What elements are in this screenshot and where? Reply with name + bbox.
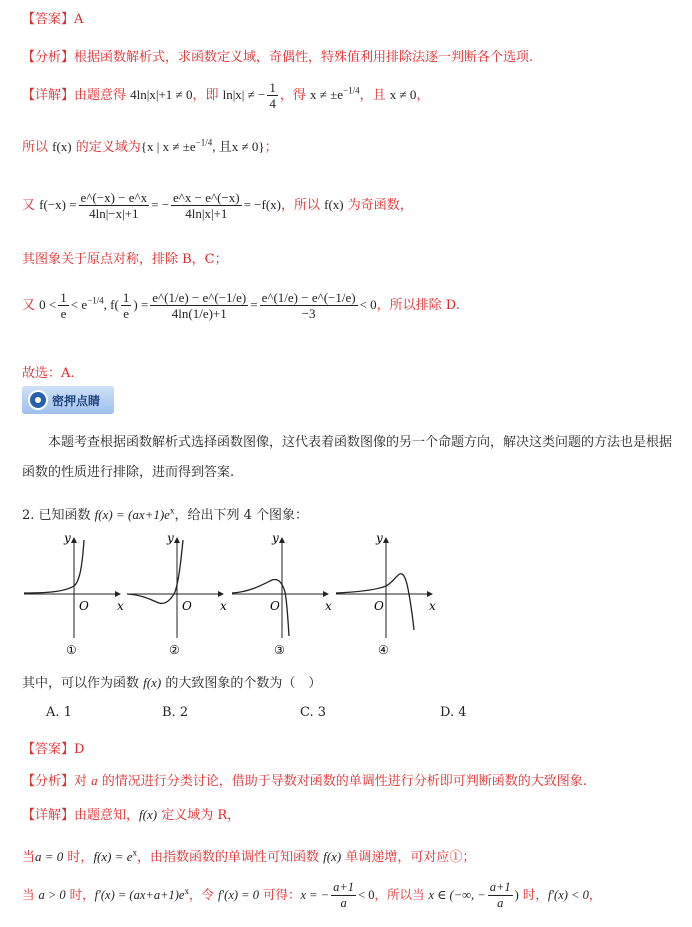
math: = −f(x) bbox=[243, 197, 281, 212]
math: < 0 bbox=[359, 297, 377, 312]
fraction bbox=[121, 290, 132, 321]
text: 2. 已知函数 bbox=[22, 508, 95, 523]
text: ，且 bbox=[359, 88, 390, 103]
analysis-line-1 bbox=[22, 46, 533, 65]
math: x ≠ ±e bbox=[310, 87, 344, 102]
origin-label: O bbox=[182, 599, 192, 613]
graph-number: ④ bbox=[378, 643, 389, 657]
option-c[interactable]: C. 3 bbox=[300, 705, 327, 720]
exponent: x bbox=[169, 505, 175, 516]
analysis-text: 根据函数解析式，求函数定义域，奇偶性，特殊值利用排除法逐一判断各个选项. bbox=[74, 50, 534, 65]
fraction bbox=[267, 80, 278, 111]
domain-line bbox=[22, 136, 278, 155]
text: 由题意得 bbox=[74, 88, 131, 103]
denominator: 4ln|−x|+1 bbox=[89, 206, 139, 221]
detail-line-2 bbox=[22, 804, 240, 823]
exponent: x bbox=[132, 847, 138, 858]
text: 可得： bbox=[258, 887, 301, 902]
math: ) = bbox=[133, 297, 149, 312]
option-b[interactable]: B. 2 bbox=[162, 705, 189, 720]
math: f(x) bbox=[143, 675, 162, 690]
denominator: 4ln(1/e)+1 bbox=[171, 306, 227, 321]
denominator: 4 bbox=[269, 96, 276, 111]
math: ln|x| ≠ − bbox=[222, 87, 266, 102]
math: 0 < bbox=[39, 297, 57, 312]
case-a-positive bbox=[22, 880, 601, 911]
text: 由题意知， bbox=[74, 808, 140, 823]
text: ； bbox=[264, 140, 278, 155]
text: ，即 bbox=[192, 88, 223, 103]
y-axis-label: y bbox=[272, 531, 279, 545]
math: x = − bbox=[300, 888, 330, 902]
answer-tag: 【答案】 bbox=[22, 12, 75, 27]
exponent: −1/4 bbox=[195, 137, 213, 148]
fraction bbox=[79, 190, 150, 221]
fraction bbox=[171, 190, 242, 221]
numerator: e^(1/e) − e^(−1/e) bbox=[152, 290, 247, 305]
detail-line-1 bbox=[22, 80, 429, 111]
text: ，由指数函数的单调性可知函数 bbox=[137, 850, 324, 865]
text: ，给出下列 4 个图象： bbox=[174, 508, 309, 523]
math: < 0 bbox=[358, 888, 375, 902]
choose-line: 故选：A. bbox=[22, 366, 75, 381]
math: < e bbox=[70, 297, 88, 312]
exponent: −1/4 bbox=[343, 85, 360, 96]
denominator: 4ln|x|+1 bbox=[185, 206, 228, 221]
math: f(x) bbox=[323, 849, 342, 864]
math: f(x) = (ax+1)e bbox=[94, 507, 170, 522]
math: a = 0 bbox=[35, 849, 64, 864]
graph-2 bbox=[127, 531, 227, 657]
numerator: e^(−x) − e^x bbox=[80, 190, 148, 205]
y-axis-label: y bbox=[64, 531, 71, 545]
math: a bbox=[91, 773, 98, 788]
target-icon bbox=[28, 390, 48, 410]
math: f(x) bbox=[324, 197, 344, 212]
numerator: e^x − e^(−x) bbox=[173, 190, 240, 205]
text: 时， bbox=[63, 850, 94, 865]
fraction bbox=[260, 290, 358, 321]
graph-number: ① bbox=[66, 643, 77, 657]
math: 4ln|x|+1 ≠ 0 bbox=[130, 87, 193, 102]
text: ， bbox=[416, 88, 430, 103]
fraction bbox=[150, 290, 248, 321]
text: 的情况进行分类讨论，借助于导数对函数的单调性进行分析即可判断函数的大致图象. bbox=[97, 774, 587, 789]
denominator: e bbox=[123, 306, 129, 321]
symmetry-line: 其图象关于原点对称，排除 B，C； bbox=[22, 252, 228, 267]
graph-1 bbox=[24, 531, 124, 657]
text: 定义域为 R， bbox=[157, 808, 241, 823]
numerator: 1 bbox=[269, 80, 276, 95]
math: ) bbox=[514, 888, 519, 902]
text: ，令 bbox=[188, 887, 218, 902]
key-point-badge bbox=[22, 386, 114, 414]
graph-number: ③ bbox=[274, 643, 285, 657]
numerator: a+1 bbox=[489, 880, 511, 894]
math: , 且x ≠ 0} bbox=[212, 139, 265, 154]
detail-tag: 【详解】 bbox=[22, 808, 75, 823]
option-d[interactable]: D. 4 bbox=[440, 705, 467, 720]
detail-tag: 【详解】 bbox=[22, 88, 75, 103]
question-ask bbox=[22, 672, 321, 691]
math: {x | x ≠ ±e bbox=[140, 139, 196, 154]
answer-line-1 bbox=[22, 8, 83, 27]
denominator: a bbox=[497, 896, 504, 910]
origin-label: O bbox=[270, 599, 280, 613]
x-axis-label: x bbox=[325, 599, 332, 613]
answer-tag: 【答案】 bbox=[22, 742, 75, 757]
exponent: −1/4 bbox=[87, 295, 104, 306]
denominator: e bbox=[60, 306, 67, 321]
text: 当 bbox=[22, 850, 36, 865]
graphs-figure bbox=[22, 530, 442, 658]
text: 时， bbox=[518, 887, 548, 902]
origin-label: O bbox=[79, 599, 89, 613]
answer-value: D bbox=[74, 742, 85, 757]
text: 当 bbox=[22, 887, 39, 902]
text: 又 bbox=[22, 198, 40, 213]
numerator: a+1 bbox=[333, 880, 355, 894]
fraction bbox=[488, 880, 513, 911]
badge-label: 密押点睛 bbox=[52, 394, 101, 408]
math: = bbox=[250, 297, 258, 312]
text: 的大致图象的个数为（ ） bbox=[161, 676, 322, 691]
analysis-tag: 【分析】 bbox=[22, 774, 75, 789]
case-a-zero bbox=[22, 846, 475, 865]
text: ， bbox=[588, 887, 602, 902]
math: x ≠ 0 bbox=[389, 87, 417, 102]
exponent: x bbox=[184, 885, 189, 896]
denominator: a bbox=[340, 896, 347, 910]
text: ，得 bbox=[279, 88, 311, 103]
denominator: −3 bbox=[301, 306, 316, 321]
numerator: 1 bbox=[60, 290, 67, 305]
origin-label: O bbox=[374, 599, 384, 613]
text: 时， bbox=[65, 887, 95, 902]
math: f′(x) < 0 bbox=[547, 888, 589, 902]
fraction bbox=[331, 880, 356, 911]
answer-value: A bbox=[74, 12, 84, 27]
math: f(x) = e bbox=[93, 849, 133, 864]
odd-function-line bbox=[22, 190, 413, 221]
numerator: 1 bbox=[122, 290, 130, 305]
graph-4 bbox=[336, 531, 436, 657]
text: 又 bbox=[22, 298, 40, 313]
text: 单调递增，可对应①； bbox=[341, 850, 476, 865]
graph-3 bbox=[232, 531, 332, 657]
x-axis-label: x bbox=[429, 599, 436, 613]
y-axis-label: y bbox=[376, 531, 383, 545]
math: f(−x) = bbox=[39, 197, 77, 212]
numerator: e^(1/e) − e^(−1/e) bbox=[261, 290, 356, 305]
fraction bbox=[58, 290, 69, 321]
math: = − bbox=[151, 197, 170, 212]
math: f′(x) = (ax+a+1)e bbox=[94, 888, 185, 902]
text: 对 bbox=[74, 774, 92, 789]
summary-paragraph: 本题考查根据函数解析式选择函数图像，这代表着函数图像的另一个命题方向，解决这类问题的方法也是根据函数的性质进行排除，进而得到答案. bbox=[22, 435, 673, 480]
analysis-line-2 bbox=[22, 770, 587, 789]
math: a > 0 bbox=[38, 888, 66, 902]
text: ，所以当 bbox=[374, 887, 429, 902]
text: 其中，可以作为函数 bbox=[22, 676, 144, 691]
graph-number: ② bbox=[169, 643, 180, 657]
analysis-tag: 【分析】 bbox=[22, 50, 75, 65]
math: f′(x) = 0 bbox=[217, 888, 259, 902]
exclude-d-line bbox=[22, 290, 460, 321]
x-axis-label: x bbox=[220, 599, 227, 613]
x-axis-label: x bbox=[117, 599, 124, 613]
text: 的定义域为 bbox=[71, 140, 141, 155]
text: ，所以 bbox=[281, 198, 325, 213]
answer-line-2 bbox=[22, 738, 84, 757]
math: , f( bbox=[103, 297, 119, 312]
y-axis-label: y bbox=[167, 531, 174, 545]
text: ，所以排除 D. bbox=[376, 298, 460, 313]
math: f(x) bbox=[139, 807, 158, 822]
question-2 bbox=[22, 504, 308, 523]
option-a[interactable]: A. 1 bbox=[46, 705, 72, 720]
math: x ∈ (−∞, − bbox=[428, 888, 486, 902]
math: f(x) bbox=[52, 139, 72, 154]
text: 所以 bbox=[22, 140, 53, 155]
text: 为奇函数， bbox=[343, 198, 413, 213]
